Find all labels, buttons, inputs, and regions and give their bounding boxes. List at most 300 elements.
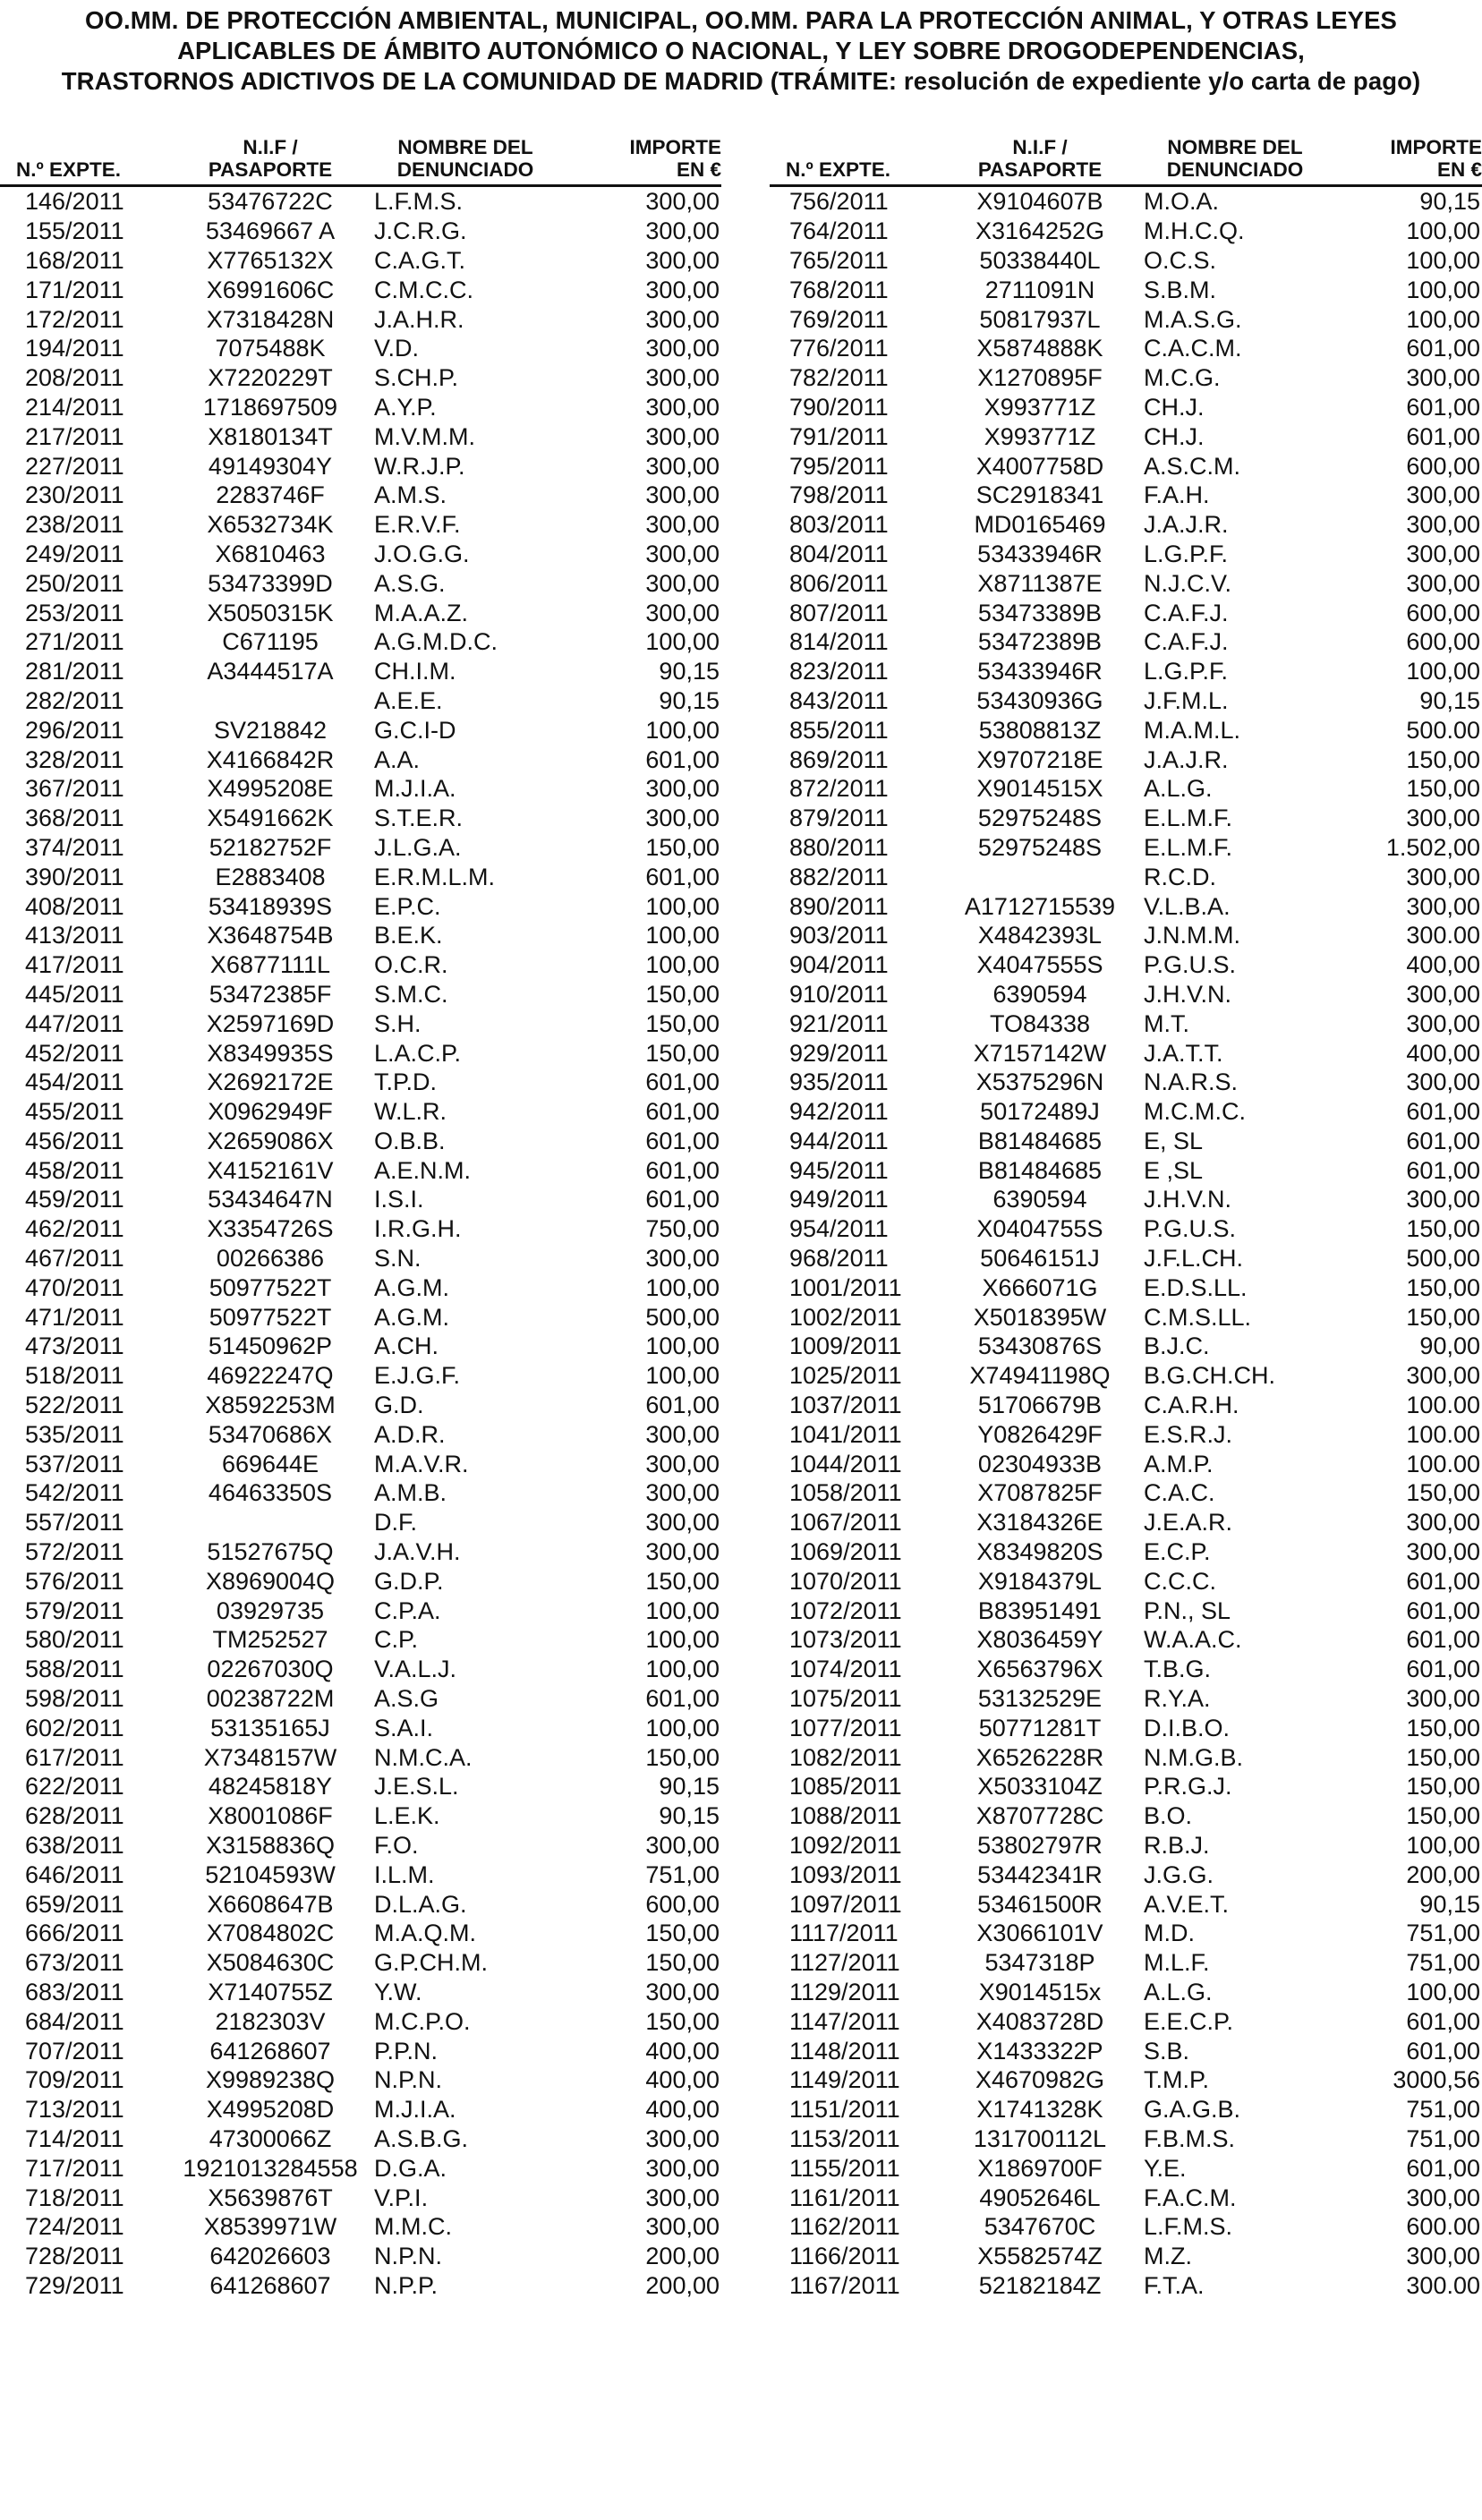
expediente-cell: 782/2011: [789, 364, 889, 392]
nif-cell: X7087825F: [977, 1479, 1103, 1507]
nif-cell: 53470686X: [208, 1420, 333, 1448]
importe-cell: 150,00: [645, 1949, 720, 1977]
nif-cell: X9989238Q: [205, 2066, 336, 2094]
table-row: [770, 2271, 1482, 2301]
expediente-cell: 903/2011: [789, 922, 889, 949]
expediente-cell: 1009/2011: [789, 1332, 902, 1360]
denunciado-cell: B.E.K.: [374, 922, 443, 949]
nif-cell: X9014515x: [978, 1979, 1102, 2005]
denunciado-cell: L.G.P.F.: [1144, 658, 1229, 685]
expediente-cell: 935/2011: [789, 1068, 889, 1096]
nif-cell: X8711387E: [977, 569, 1103, 597]
denunciado-cell: A.A.: [374, 745, 421, 773]
nif-cell: X3158836Q: [205, 1832, 336, 1860]
nif-cell: 50172489J: [980, 1098, 1100, 1126]
expediente-cell: 1058/2011: [789, 1479, 902, 1507]
importe-cell: 500.00: [1406, 716, 1480, 744]
table-row: [0, 715, 721, 745]
importe-cell: 150,00: [1406, 1714, 1480, 1741]
nif-cell: X5018395W: [973, 1303, 1107, 1331]
expediente-cell: 1075/2011: [789, 1685, 902, 1713]
nif-cell: 7075488K: [215, 335, 326, 362]
table-row: [770, 568, 1482, 598]
expediente-cell: 804/2011: [789, 540, 889, 567]
importe-cell: 300,00: [1406, 863, 1480, 890]
denunciado-cell: J.F.L.CH.: [1144, 1245, 1244, 1273]
denunciado-cell: A.S.C.M.: [1144, 452, 1241, 480]
expedientes-table-right: [770, 131, 1482, 2300]
denunciado-cell: D.F.: [374, 1509, 418, 1537]
nif-cell: X1270895F: [977, 364, 1103, 392]
importe-cell: 300,00: [1406, 1685, 1480, 1713]
table-row: [0, 2006, 721, 2036]
nif-cell: 49149304Y: [208, 452, 333, 480]
importe-cell: 300,00: [1406, 540, 1480, 567]
table-row: [0, 217, 721, 246]
table-row: [0, 275, 721, 304]
nif-cell: X3164252G: [975, 217, 1105, 245]
expediente-cell: 1148/2011: [789, 2037, 900, 2065]
denunciado-cell: A.S.B.G.: [374, 2124, 469, 2152]
expediente-cell: 717/2011: [25, 2154, 124, 2182]
denunciado-cell: J.N.M.M.: [1144, 922, 1240, 949]
denunciado-cell: E.C.P.: [1144, 1538, 1211, 1566]
importe-cell: 601,00: [645, 1068, 720, 1096]
denunciado-cell: B.G.CH.CH.: [1144, 1362, 1276, 1390]
header-importe: IMPORTE EN €: [1339, 131, 1482, 186]
expediente-cell: 249/2011: [25, 540, 124, 567]
expediente-cell: 518/2011: [25, 1362, 124, 1390]
denunciado-cell: B.O.: [1144, 1802, 1193, 1830]
nif-cell: X3184326E: [976, 1509, 1103, 1537]
importe-cell: 100,00: [1406, 276, 1480, 303]
nif-cell: 53473399D: [208, 569, 333, 597]
expediente-cell: 462/2011: [25, 1215, 124, 1243]
table-row: [770, 1625, 1482, 1655]
nif-cell: 641268607: [209, 2037, 331, 2065]
table-row: [0, 1009, 721, 1038]
nif-cell: 53808813Z: [978, 716, 1102, 744]
title-line-3: TRASTORNOS ADICTIVOS DE LA COMUNIDAD DE MADRID (TRÁMITE: resolución de expediente y/o carta de pago): [61, 67, 1421, 95]
table-row: [770, 1919, 1482, 1948]
table-row: [0, 657, 721, 686]
denunciado-cell: F.T.A.: [1144, 2271, 1205, 2299]
table-row: [0, 2065, 721, 2095]
nif-cell: 50771281T: [978, 1714, 1102, 1741]
expediente-cell: 1093/2011: [789, 1860, 902, 1888]
nif-cell: 46922247Q: [207, 1362, 334, 1390]
denunciado-cell: D.I.B.O.: [1144, 1714, 1231, 1741]
importe-cell: 100.00: [1406, 1420, 1480, 1448]
denunciado-cell: T.B.G.: [1144, 1656, 1212, 1683]
table-row: [770, 1068, 1482, 1097]
importe-cell: 300,00: [645, 599, 720, 626]
nif-cell: X993771Z: [984, 422, 1096, 450]
importe-cell: 150,00: [645, 1039, 720, 1067]
denunciado-cell: A.CH.: [374, 1332, 439, 1360]
importe-cell: 90,00: [1419, 1332, 1480, 1360]
importe-cell: 300.00: [1406, 2271, 1480, 2299]
denunciado-cell: E.D.S.LL.: [1144, 1273, 1248, 1301]
table-row: [0, 334, 721, 363]
expediente-cell: 447/2011: [25, 1009, 124, 1037]
importe-cell: 90,15: [1419, 188, 1480, 216]
nif-cell: X7084802C: [206, 1920, 335, 1947]
denunciado-cell: A.Y.P.: [374, 393, 437, 421]
importe-cell: 601,00: [1406, 1127, 1480, 1154]
table-row: [0, 1302, 721, 1332]
nif-cell: X2597169D: [206, 1009, 335, 1037]
table-row: [770, 1978, 1482, 2007]
table-row: [770, 1361, 1482, 1391]
expediente-cell: 227/2011: [25, 452, 124, 480]
nif-cell: X4670982G: [975, 2066, 1105, 2094]
table-header-row: [0, 131, 721, 186]
table-row: [770, 2183, 1482, 2212]
nif-cell: X6532734K: [207, 511, 334, 539]
table-row: [770, 451, 1482, 481]
table-row: [770, 2212, 1482, 2242]
importe-cell: 300.00: [1406, 922, 1480, 949]
table-row: [770, 246, 1482, 276]
nif-cell: X4007758D: [975, 452, 1104, 480]
denunciado-cell: C.P.: [374, 1626, 419, 1654]
denunciado-cell: J.A.V.H.: [374, 1538, 461, 1566]
nif-cell: X4152161V: [207, 1156, 334, 1184]
denunciado-cell: J.A.J.R.: [1144, 511, 1229, 539]
table-row: [0, 1127, 721, 1156]
importe-cell: 601,00: [1406, 1656, 1480, 1683]
denunciado-cell: V.P.I.: [374, 2184, 429, 2211]
expediente-cell: 882/2011: [789, 863, 889, 890]
expediente-cell: 1097/2011: [789, 1890, 902, 1918]
expediente-cell: 795/2011: [789, 452, 889, 480]
denunciado-cell: J.E.A.R.: [1144, 1509, 1233, 1537]
nif-cell: 53132529E: [977, 1685, 1103, 1713]
nif-cell: 53135165J: [210, 1714, 330, 1741]
importe-cell: 601,00: [645, 1098, 720, 1126]
nif-cell: X4995208D: [206, 2096, 335, 2124]
expediente-cell: 729/2011: [25, 2271, 124, 2299]
expediente-cell: 945/2011: [789, 1156, 889, 1184]
expediente-cell: 954/2011: [789, 1215, 889, 1243]
table-row: [0, 1361, 721, 1391]
table-row: [770, 598, 1482, 627]
nif-cell: X7157142W: [973, 1039, 1107, 1067]
table-row: [770, 2242, 1482, 2271]
nif-cell: X4842393L: [977, 922, 1103, 949]
nif-cell: X6526228R: [975, 1743, 1104, 1771]
importe-cell: 300,00: [1406, 364, 1480, 392]
denunciado-cell: C.A.G.T.: [374, 246, 466, 274]
expediente-cell: 673/2011: [25, 1949, 124, 1977]
table-row: [770, 1478, 1482, 1508]
importe-cell: 200,00: [1406, 1860, 1480, 1888]
expediente-cell: 1127/2011: [789, 1949, 900, 1977]
expediente-cell: 588/2011: [25, 1656, 124, 1683]
expediente-cell: 942/2011: [789, 1098, 889, 1126]
nif-cell: X666071G: [982, 1273, 1098, 1301]
expediente-cell: 208/2011: [25, 364, 124, 392]
importe-cell: 300,00: [1406, 1509, 1480, 1537]
expediente-cell: 602/2011: [25, 1714, 124, 1741]
nif-cell: 49052646L: [979, 2184, 1101, 2211]
table-row: [770, 1332, 1482, 1361]
denunciado-cell: A.L.G.: [1144, 775, 1213, 803]
table-row: [770, 1009, 1482, 1038]
expediente-cell: 194/2011: [25, 335, 124, 362]
expediente-cell: 904/2011: [789, 951, 889, 979]
header-nif: N.I.F / PASAPORTE: [179, 131, 362, 186]
expediente-cell: 217/2011: [25, 422, 124, 450]
importe-cell: 300,00: [645, 188, 720, 216]
nif-cell: 46463350S: [208, 1479, 333, 1507]
expediente-cell: 756/2011: [789, 188, 889, 216]
importe-cell: 100,00: [1406, 217, 1480, 245]
table-row: [0, 1391, 721, 1420]
nif-cell: X8349935S: [207, 1039, 334, 1067]
importe-cell: 300,00: [645, 246, 720, 274]
denunciado-cell: N.M.G.B.: [1144, 1743, 1244, 1771]
importe-cell: 300,00: [645, 540, 720, 567]
importe-cell: 100,00: [1406, 305, 1480, 333]
expediente-cell: 1001/2011: [789, 1273, 902, 1301]
importe-cell: 150,00: [645, 1743, 720, 1771]
denunciado-cell: J.A.J.R.: [1144, 745, 1229, 773]
importe-cell: 100,00: [645, 892, 720, 920]
denunciado-cell: S.M.C.: [374, 980, 448, 1008]
denunciado-cell: C.A.F.J.: [1144, 628, 1229, 656]
table-row: [770, 950, 1482, 980]
nif-cell: X4047555S: [976, 951, 1103, 979]
importe-cell: 400,00: [1406, 1039, 1480, 1067]
denunciado-cell: R.B.J.: [1144, 1832, 1210, 1860]
table-row: [0, 1214, 721, 1244]
denunciado-cell: S.A.I.: [374, 1714, 434, 1741]
expediente-cell: 390/2011: [25, 863, 124, 890]
importe-cell: 90,15: [659, 1802, 720, 1830]
table-row: [0, 1068, 721, 1097]
importe-cell: 300,00: [645, 1245, 720, 1273]
importe-cell: 300,00: [1406, 892, 1480, 920]
denunciado-cell: J.A.T.T.: [1144, 1039, 1223, 1067]
nif-cell: X9707218E: [976, 745, 1103, 773]
denunciado-cell: P.N., SL: [1144, 1596, 1231, 1624]
importe-cell: 300,00: [1406, 1538, 1480, 1566]
table-row: [770, 862, 1482, 891]
importe-cell: 601,00: [1406, 1567, 1480, 1595]
nif-cell: A3444517A: [207, 658, 334, 685]
table-row: [770, 1214, 1482, 1244]
nif-cell: 1921013284558: [183, 2154, 358, 2182]
title-line-2: APLICABLES DE ÁMBITO AUTONÓMICO O NACIONAL, Y LEY SOBRE DROGODEPENDENCIAS,: [177, 37, 1305, 64]
expediente-cell: 417/2011: [25, 951, 124, 979]
table-body-right: [770, 186, 1482, 2301]
table-row: [770, 1772, 1482, 1801]
nif-cell: 52975248S: [977, 833, 1103, 861]
expediente-cell: 542/2011: [25, 1479, 124, 1507]
nif-cell: 53469667 A: [205, 217, 336, 245]
denunciado-cell: M.J.I.A.: [374, 2096, 456, 2124]
expediente-cell: 1129/2011: [789, 1979, 900, 2005]
importe-cell: 300,00: [645, 2124, 720, 2152]
nif-cell: 53472385F: [209, 980, 332, 1008]
table-row: [770, 1801, 1482, 1831]
nif-cell: [179, 686, 362, 716]
expediente-cell: 1077/2011: [789, 1714, 902, 1741]
table-row: [770, 980, 1482, 1009]
importe-cell: 751,00: [645, 1860, 720, 1888]
table-row: [770, 2124, 1482, 2154]
importe-cell: 750,00: [645, 1215, 720, 1243]
expediente-cell: 949/2011: [789, 1186, 889, 1213]
expediente-cell: 890/2011: [789, 892, 889, 920]
denunciado-cell: I.R.G.H.: [374, 1215, 462, 1243]
denunciado-cell: G.C.I-D: [374, 716, 456, 744]
nif-cell: A1712715539: [964, 892, 1116, 920]
importe-cell: 300,00: [645, 1509, 720, 1537]
expediente-cell: 1002/2011: [789, 1303, 902, 1331]
nif-cell: X2692172E: [207, 1068, 334, 1096]
nif-cell: X4166842R: [206, 745, 335, 773]
denunciado-cell: C.C.C.: [1144, 1567, 1216, 1595]
table-row: [770, 1244, 1482, 1273]
table-row: [0, 1919, 721, 1948]
nif-cell: 53802797R: [977, 1832, 1103, 1860]
table-row: [0, 1508, 721, 1537]
table-row: [0, 1655, 721, 1684]
importe-cell: 601,00: [1406, 2154, 1480, 2182]
importe-cell: 90,15: [659, 658, 720, 685]
importe-cell: 150,00: [1406, 745, 1480, 773]
table-row: [770, 715, 1482, 745]
importe-cell: 601,00: [645, 745, 720, 773]
table-row: [0, 1889, 721, 1919]
expediente-cell: 1151/2011: [789, 2096, 900, 2124]
table-row: [770, 774, 1482, 804]
nif-cell: 50977522T: [209, 1273, 332, 1301]
denunciado-cell: L.F.M.S.: [374, 188, 464, 216]
denunciado-cell: P.P.N.: [374, 2037, 439, 2065]
importe-cell: 751,00: [1406, 1949, 1480, 1977]
expediente-cell: 473/2011: [25, 1332, 124, 1360]
denunciado-cell: D.L.A.G.: [374, 1890, 467, 1918]
importe-cell: 100,00: [645, 1332, 720, 1360]
expediente-cell: 714/2011: [25, 2124, 124, 2152]
denunciado-cell: C.A.C.M.: [1144, 335, 1242, 362]
table-row: [0, 980, 721, 1009]
expediente-cell: 1082/2011: [789, 1743, 902, 1771]
expediente-cell: 572/2011: [25, 1538, 124, 1566]
nif-cell: TM252527: [212, 1626, 328, 1654]
table-row: [0, 540, 721, 569]
denunciado-cell: M.C.M.C.: [1144, 1098, 1246, 1126]
importe-cell: 1.502,00: [1385, 833, 1480, 861]
importe-cell: 150,00: [1406, 1273, 1480, 1301]
nif-cell: B81484685: [977, 1156, 1103, 1184]
expediente-cell: 768/2011: [789, 276, 889, 303]
denunciado-cell: S.T.E.R.: [374, 805, 464, 832]
table-row: [770, 393, 1482, 422]
table-row: [0, 745, 721, 774]
importe-cell: 100.00: [1406, 1392, 1480, 1419]
denunciado-cell: E.R.V.F.: [374, 511, 461, 539]
table-row: [770, 1537, 1482, 1567]
nif-cell: X7348157W: [203, 1743, 337, 1771]
nif-cell: Y0826429F: [977, 1420, 1103, 1448]
importe-cell: 601,00: [645, 1186, 720, 1213]
table-row: [0, 1566, 721, 1596]
expediente-cell: 823/2011: [789, 658, 889, 685]
table-row: [770, 1127, 1482, 1156]
table-row: [770, 1419, 1482, 1449]
nif-cell: X7318428N: [206, 305, 335, 333]
expediente-cell: 579/2011: [25, 1596, 124, 1624]
importe-cell: 300,00: [645, 217, 720, 245]
table-row: [0, 481, 721, 510]
nif-cell: B81484685: [977, 1127, 1103, 1154]
nif-cell: 6390594: [992, 980, 1087, 1008]
denunciado-cell: S.N.: [374, 1245, 422, 1273]
table-row: [0, 862, 721, 891]
denunciado-cell: A.M.B.: [374, 1479, 447, 1507]
table-row: [0, 510, 721, 540]
denunciado-cell: E.S.R.J.: [1144, 1420, 1233, 1448]
importe-cell: 150,00: [1406, 1215, 1480, 1243]
denunciado-cell: E, SL: [1144, 1127, 1204, 1154]
nif-cell: 52975248S: [977, 805, 1103, 832]
denunciado-cell: O.C.R.: [374, 951, 448, 979]
importe-cell: 90,15: [659, 686, 720, 714]
expediente-cell: 535/2011: [25, 1420, 124, 1448]
importe-cell: 300,00: [1406, 980, 1480, 1008]
nif-cell: 48245818Y: [208, 1773, 333, 1801]
denunciado-cell: M.A.M.L.: [1144, 716, 1241, 744]
expediente-cell: 765/2011: [789, 246, 889, 274]
table-row: [770, 2006, 1482, 2036]
nif-cell: 131700112L: [973, 2124, 1107, 2152]
nif-cell: 02304933B: [977, 1450, 1103, 1477]
denunciado-cell: D.G.A.: [374, 2154, 447, 2182]
importe-cell: 150,00: [1406, 1743, 1480, 1771]
nif-cell: 669644E: [221, 1450, 319, 1477]
denunciado-cell: M.A.A.Z.: [374, 599, 469, 626]
denunciado-cell: A.M.S.: [374, 481, 447, 509]
nif-cell: 641268607: [209, 2271, 331, 2299]
nif-cell: 50977522T: [209, 1303, 332, 1331]
importe-cell: 90,15: [1419, 1890, 1480, 1918]
nif-cell: X74941198Q: [969, 1362, 1111, 1390]
nif-cell: X1741328K: [976, 2096, 1103, 2124]
nif-cell: X7765132X: [207, 246, 334, 274]
importe-cell: 150,00: [1406, 775, 1480, 803]
denunciado-cell: Y.E.: [1144, 2154, 1187, 2182]
denunciado-cell: A.M.P.: [1144, 1450, 1214, 1477]
importe-cell: 600,00: [1406, 599, 1480, 626]
nif-cell: 47300066Z: [209, 2124, 332, 2152]
expediente-cell: 769/2011: [789, 305, 889, 333]
denunciado-cell: E.R.M.L.M.: [374, 863, 496, 890]
expediente-cell: 471/2011: [25, 1303, 124, 1331]
expediente-cell: 1092/2011: [789, 1832, 902, 1860]
denunciado-cell: F.A.C.M.: [1144, 2184, 1237, 2211]
denunciado-cell: P.R.G.J.: [1144, 1773, 1232, 1801]
nif-cell: X4083728D: [975, 2007, 1104, 2035]
expediente-cell: 1088/2011: [789, 1802, 902, 1830]
nif-cell: 53433946R: [977, 540, 1103, 567]
expediente-cell: 659/2011: [25, 1890, 124, 1918]
importe-cell: 300,00: [1406, 805, 1480, 832]
